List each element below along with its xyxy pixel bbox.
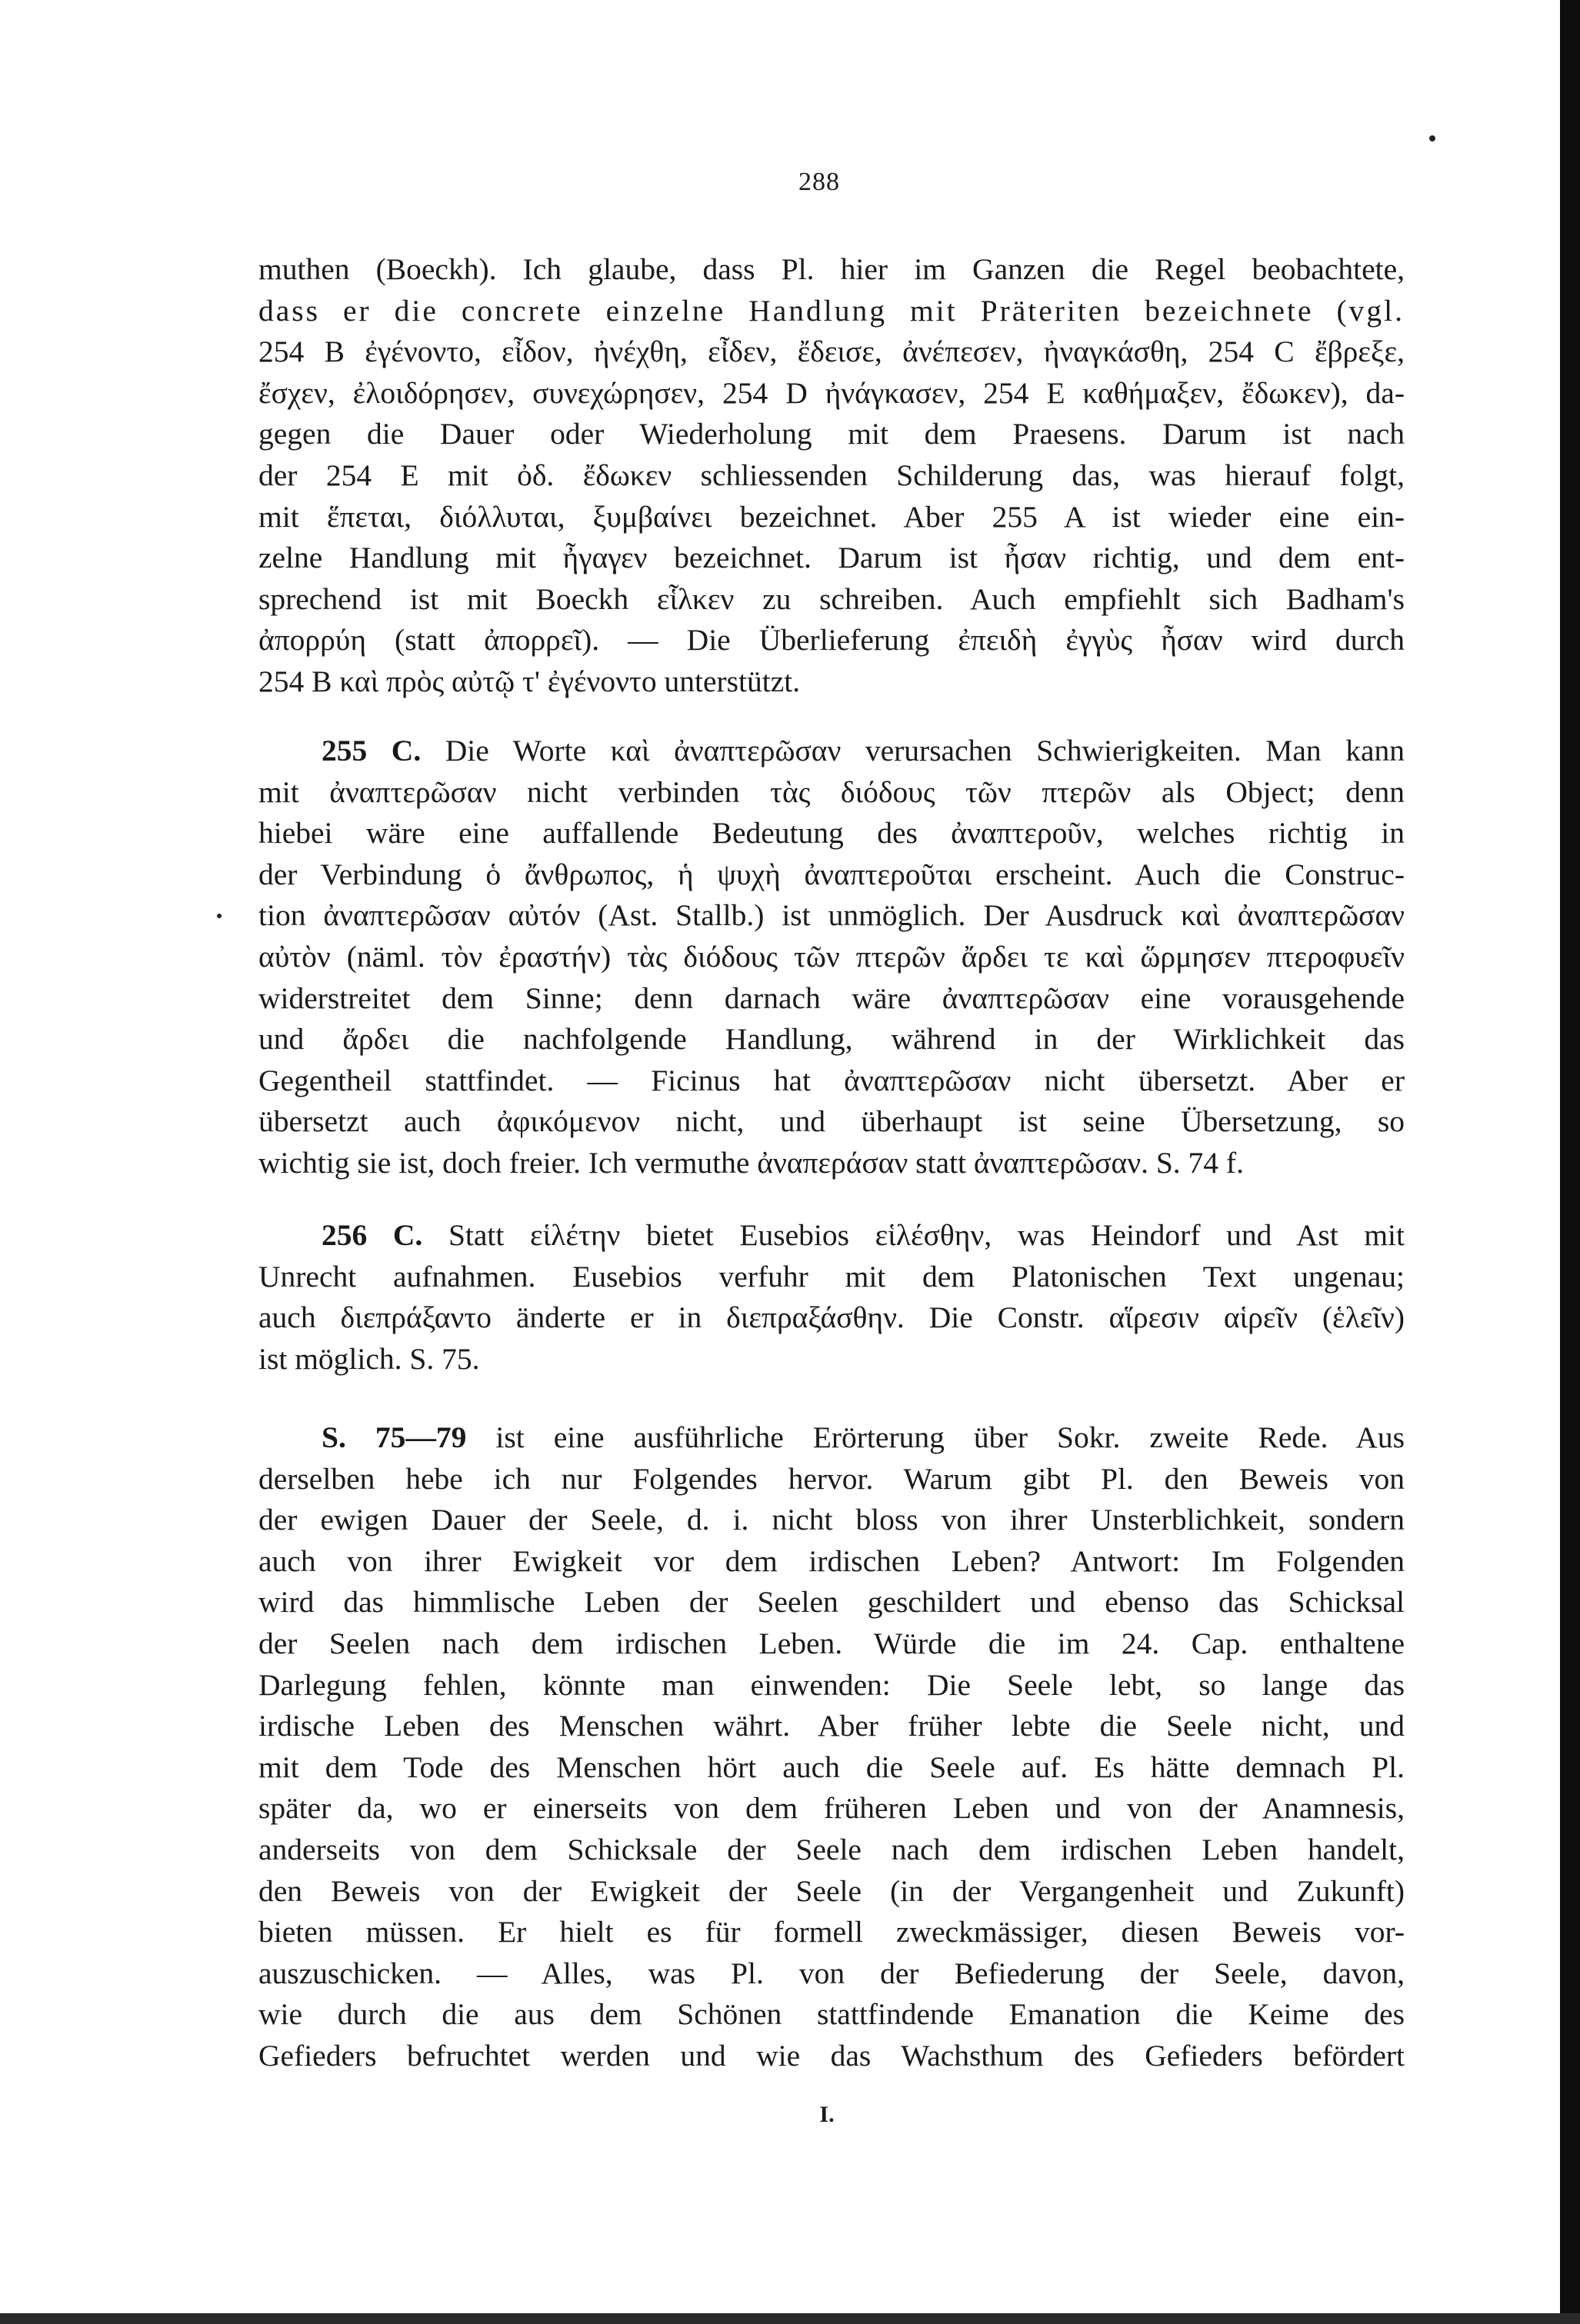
text-line: dass er die concrete einzelne Handlung mit Präteriten bezeichnete (vgl. — [258, 293, 1405, 328]
text-line: mit ἀναπτερῶσαν nicht verbinden τὰς διόδους τῶν πτερῶν als Object; denn — [258, 774, 1405, 809]
scan-speck — [1429, 135, 1435, 142]
text-line: sprechend ist mit Boeckh εἷλκεν zu schreiben. Auch empfiehlt sich Badham's — [258, 581, 1405, 616]
text-line: der Seelen nach dem irdischen Leben. Würde die im 24. Cap. enthaltene — [258, 1626, 1405, 1660]
text-line: auch διεπράξαντο änderte er in διεπραξάσθην. Die Constr. αἵρεσιν αἱρεῖν (ἑλεῖν) — [258, 1300, 1405, 1335]
paragraph-text — [258, 1215, 1405, 1380]
scan-border-bottom — [0, 2313, 1580, 2324]
text-line: Unrecht aufnahmen. Eusebios verfuhr mit dem Platonischen Text ungenau; — [258, 1259, 1405, 1294]
text-line: auch von ihrer Ewigkeit vor dem irdischen Leben? Antwort: Im Folgenden — [258, 1543, 1405, 1578]
text-line: wird das himmlische Leben der Seelen geschildert und ebenso das Schicksal — [258, 1585, 1405, 1620]
scan-border-right — [1560, 0, 1580, 2324]
text-line: zelne Handlung mit ἦγαγεν bezeichnet. Darum ist ἦσαν richtig, und dem ent- — [258, 541, 1405, 575]
text-line: der 254 E mit ὀδ. ἔδωκεν schliessenden Schilderung das, was hierauf folgt, — [258, 458, 1405, 492]
text-line: ἀπορρύη (statt ἀπορρεῖ). — Die Überlieferung ἐπειδὴ ἐγγὺς ἦσαν wird durch — [258, 623, 1405, 658]
text-line: später da, wo er einerseits von dem früheren Leben und von der Anamnesis, — [258, 1791, 1405, 1826]
text-line: wichtig sie ist, doch freier. Ich vermuthe ἀναπεράσαν statt ἀναπτερῶσαν. S. 74 f. — [258, 1145, 1244, 1180]
scan-speck — [217, 914, 222, 918]
text-line: auszuschicken. — Alles, was Pl. von der Befiederung der Seele, davon, — [258, 1956, 1405, 1990]
text-line: Gegentheil stattfindet. — Ficinus hat ἀναπτερῶσαν nicht übersetzt. Aber er — [258, 1063, 1405, 1097]
paragraph-256c — [258, 1215, 1405, 1380]
text-line: mit ἕπεται, διόλλυται, ξυμβαίνει bezeichnet. Aber 255 A ist wieder eine ein- — [258, 499, 1405, 534]
text-line: der Verbindung ὁ ἄνθρωπος, ἡ ψυχὴ ἀναπτεροῦται erscheint. Auch die Construc- — [258, 857, 1405, 891]
text-line: tion ἀναπτερῶσαν αὐτόν (Ast. Stallb.) ist unmöglich. Der Ausdruck καὶ ἀναπτερῶσαν — [258, 898, 1405, 933]
text-line: αὐτὸν (näml. τὸν ἐραστήν) τὰς διόδους τῶν πτερῶν ἄρδει τε καὶ ὥρμησεν πτεροφυεῖν — [258, 939, 1405, 974]
signature-mark: I. — [819, 2102, 835, 2127]
text-line: 254 B ἐγένοντο, εἶδον, ἠνέχθη, εἶδεν, ἔδεισε, ἀνέπεσεν, ἠναγκάσθη, 254 C ἔβρεξε, — [258, 335, 1405, 369]
line-text: Die Worte καὶ ἀναπτερῶσαν verursachen Schwierigkeiten. Man kann — [445, 734, 1405, 767]
text-line: 254 B καὶ πρὸς αὐτῷ τ' ἐγένοντο unterstützt. — [258, 664, 801, 698]
paragraph-boeckh — [258, 249, 1405, 703]
page-number: 288 — [798, 168, 840, 196]
section-reference: S. 75—79 — [322, 1420, 467, 1454]
paragraph-255c — [258, 731, 1405, 1184]
line-text: ist eine ausführliche Erörterung über Sokr. zweite Rede. Aus — [495, 1420, 1405, 1454]
text-line: muthen (Boeckh). Ich glaube, dass Pl. hier im Ganzen die Regel beobachtete, — [258, 252, 1405, 286]
text-line — [258, 1417, 1405, 1459]
text-line: widerstreitet dem Sinne; denn darnach wäre ἀναπτερῶσαν eine vorausgehende — [258, 981, 1405, 1015]
text-line: und ἄρδει die nachfolgende Handlung, während in der Wirklichkeit das — [258, 1022, 1405, 1057]
paragraph-text — [258, 249, 1405, 703]
text-line: gegen die Dauer oder Wiederholung mit dem Praesens. Darum ist nach — [258, 417, 1405, 451]
section-reference: 256 C. — [322, 1218, 423, 1252]
text-line: ist möglich. S. 75. — [258, 1341, 480, 1376]
text-line: mit dem Tode des Menschen hört auch die Seele auf. Es hätte demnach Pl. — [258, 1750, 1405, 1784]
text-line: Darlegung fehlen, könnte man einwenden: Die Seele lebt, so lange das — [258, 1667, 1405, 1702]
text-line: anderseits von dem Schicksale der Seele nach dem irdischen Leben handelt, — [258, 1832, 1405, 1866]
paragraph-text — [258, 1417, 1405, 2077]
text-line: bieten müssen. Er hielt es für formell zweckmässiger, diesen Beweis vor- — [258, 1915, 1405, 1949]
text-line: hiebei wäre eine auffallende Bedeutung des ἀναπτεροῦν, welches richtig in — [258, 816, 1405, 851]
paragraph-text — [258, 731, 1405, 1184]
text-line — [258, 1215, 1405, 1257]
text-line — [258, 731, 1405, 772]
text-line: derselben hebe ich nur Folgendes hervor. Warum gibt Pl. den Beweis von — [258, 1461, 1405, 1496]
text-line: der ewigen Dauer der Seele, d. i. nicht bloss von ihrer Unsterblichkeit, sondern — [258, 1503, 1405, 1537]
paragraph-s75-79 — [258, 1417, 1405, 2077]
line-text: Statt εἱλέτην bietet Eusebios εἱλέσθην, was Heindorf und Ast mit — [448, 1218, 1405, 1252]
text-line: Gefieders befruchtet werden und wie das Wachsthum des Gefieders befördert — [258, 2038, 1405, 2073]
text-line: übersetzt auch ἀφικόμενον nicht, und überhaupt ist seine Übersetzung, so — [258, 1104, 1405, 1139]
text-line: den Beweis von der Ewigkeit der Seele (in der Vergangenheit und Zukunft) — [258, 1873, 1405, 1908]
text-line: irdische Leben des Menschen währt. Aber früher lebte die Seele nicht, und — [258, 1709, 1405, 1743]
text-line: ἔσχεν, ἐλοιδόρησεν, συνεχώρησεν, 254 D ἠνάγκασεν, 254 E καθήμαξεν, ἔδωκεν), da- — [258, 375, 1405, 410]
text-line: wie durch die aus dem Schönen stattfindende Emanation die Keime des — [258, 1997, 1405, 2032]
section-reference: 255 C. — [322, 734, 422, 767]
